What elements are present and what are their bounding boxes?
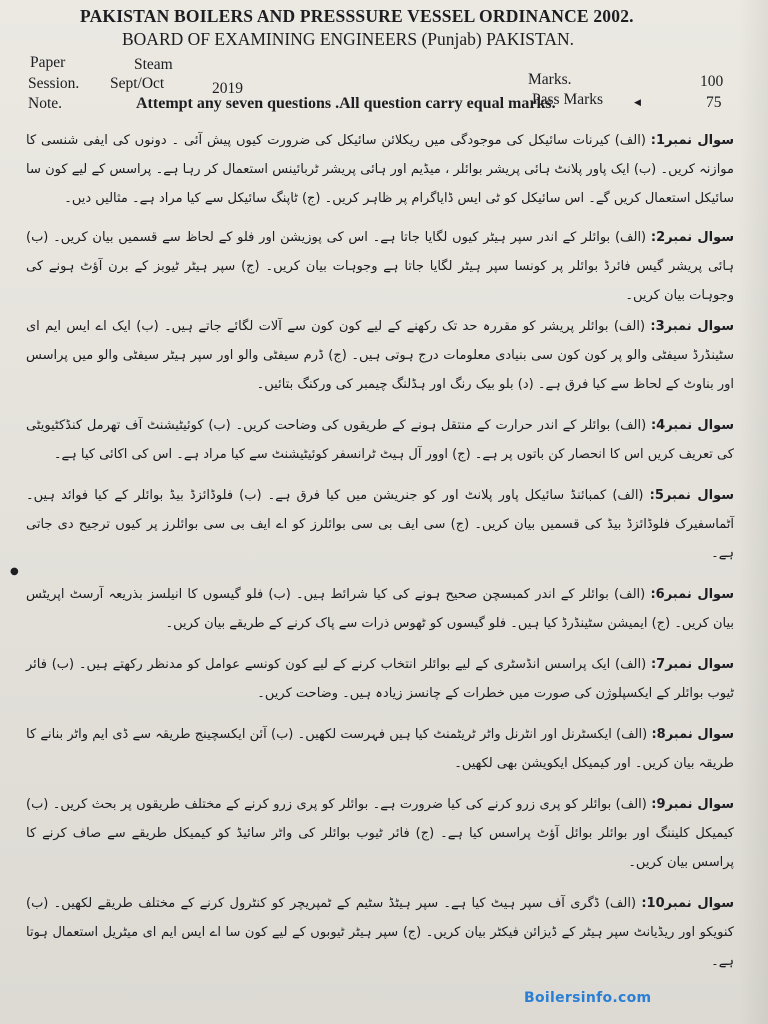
question-text: (الف) ڈگری آف سپر ہیٹ کیا ہے۔ سپر ہیٹڈ سٹیم کے ٹمپریچر کو کنٹرول کرنے کے مختلف طریقے لکھیں۔ (ب) کنویکو اور ریڈیانٹ سپر ہیٹر کے ڈیزائن فیکٹر بیان کریں۔ (ج) سپر ہیٹر ٹیوبوں کے لیے کون سا اے ایس ایم ای میٹریل استعمال ہوتا ہے۔ bbox=[26, 896, 734, 969]
question-9 bbox=[26, 790, 734, 877]
page-shadow bbox=[738, 0, 768, 1024]
question-8 bbox=[26, 720, 734, 778]
question-1 bbox=[26, 126, 734, 213]
arrow-icon: ◀ bbox=[634, 98, 641, 108]
question-text: (الف) ایکسٹرنل اور انٹرنل واٹر ٹریٹمنٹ کیا ہیں فہرست لکھیں۔ (ب) آئن ایکسچینج طریقہ سے ڈی ایم واٹر بنانے کا طریقہ بیان کریں۔ اور کیمیکل ایکویشن بھی لکھیں۔ bbox=[26, 727, 734, 771]
question-2 bbox=[26, 223, 734, 310]
question-5 bbox=[26, 481, 734, 568]
note-label: Note. bbox=[28, 95, 63, 112]
pass-marks-value: 75 bbox=[706, 94, 722, 111]
question-7 bbox=[26, 650, 734, 708]
marks-value: 100 bbox=[700, 73, 724, 90]
question-number: سوال نمبر5: bbox=[649, 488, 735, 503]
question-number: سوال نمبر8: bbox=[651, 727, 734, 742]
margin-dot-icon: ● bbox=[10, 566, 19, 577]
question-number: سوال نمبر7: bbox=[650, 657, 735, 672]
question-text: (الف) کمبائنڈ سائیکل پاور پلانٹ اور کو جنریشن میں کیا فرق ہے۔ (ب) فلوڈائزڈ بیڈ بوائلر کے کیا فوائد ہیں۔ آٹماسفیرک فلوڈائزڈ بیڈ کی قسمیں بیان کریں۔ (ج) سی ایف بی سی بوائلرز کو اے ایف بی سی بوائلرز پر کیوں ترجیح دی جاتی ہے۔ bbox=[26, 488, 734, 561]
question-number: سوال نمبر3: bbox=[650, 319, 735, 334]
session-label: Session. bbox=[28, 75, 80, 92]
question-text: (الف) بوائلر پریشر کو مقررہ حد تک رکھنے کے لیے کون کون سے آلات لگائے جاتے ہیں۔ (ب) ایک اے ایس ایم ای سٹینڈرڈ سیفٹی والو پر کون کون سی بنیادی معلومات درج ہوتی ہیں۔ (ج) ڈرم سیفٹی والو اور سپر ہیٹر سیفٹی والو میں پراسس اور بناوٹ کے لحاظ سے کیا فرق ہے۔ (د) بلو بیک رنگ اور ہڈلنگ چیمبر کی ورکنگ بتائیں۔ bbox=[26, 319, 734, 392]
session-year: 2019 bbox=[212, 80, 243, 97]
ordinance-title: PAKISTAN BOILERS AND PRESSSURE VESSEL ORDINANCE 2002. bbox=[80, 6, 634, 26]
question-number: سوال نمبر1: bbox=[650, 133, 734, 148]
question-text: (الف) کیرنات سائیکل کی موجودگی میں ریکلائن سائیکل کی ضرورت کیوں پیش آئی ۔ دونوں کی ایفی شنسی کا موازنہ کریں۔ (ب) ایک پاور پلانٹ ہائی پریشر بوائلر ، میڈیم اور ہائی پریشر ٹربائینس استعمال کر رہا ہے۔ پراسس کے لیے کون سا سائیکل استعمال کریں گے۔ اس سائیکل کو ٹی ایس ڈایاگرام پر ظاہر کریں۔ (ج) ٹاپنگ سائیکل سے کیا مراد ہے۔ مثالیں دیں۔ bbox=[26, 133, 734, 206]
question-number: سوال نمبر4: bbox=[650, 418, 735, 433]
question-10 bbox=[26, 889, 734, 976]
question-text: (الف) ایک پراسس انڈسٹری کے لیے بوائلر انتخاب کرنے کے لیے کون کونسے عوامل کو مدنظر رکھتے ہیں۔ (ب) فائر ٹیوب بوائلر کے ایکسپلوژن کی صورت میں خطرات کے چانسز زیادہ ہیں۔ وضاحت کریں۔ bbox=[26, 657, 734, 701]
question-number: سوال نمبر6: bbox=[650, 587, 734, 602]
question-text: (الف) بوائلر کے اندر حرارت کے منتقل ہونے کے طریقوں کی وضاحت کریں۔ (ب) کوئیٹیشنٹ آف تھرمل کنڈکٹیویٹی کی تعریف کریں اس کا انحصار کن باتوں پر ہے۔ (ج) اوور آل ہیٹ ٹرانسفر کوئیٹیشنٹ سے کیا مراد ہے۔ اس کی اکائی کیا ہے۔ bbox=[26, 418, 734, 462]
board-title: BOARD OF EXAMINING ENGINEERS (Punjab) PAKISTAN. bbox=[122, 29, 574, 49]
question-4 bbox=[26, 411, 734, 469]
pass-marks-label: Pass Marks bbox=[532, 91, 604, 108]
session-value: Sept/Oct bbox=[110, 75, 165, 92]
question-number: سوال نمبر9: bbox=[651, 797, 735, 812]
marks-label: Marks. bbox=[528, 71, 572, 88]
question-text: (الف) بوائلر کے اندر سپر ہیٹر کیوں لگایا جاتا ہے۔ اس کی پوزیشن اور فلو کے لحاظ سے قسمیں بیان کریں۔ (ب) ہائی پریشر گیس فائرڈ بوائلر پر کونسا سپر ہیٹر لگایا جاتا ہے وجوہات بیان کریں۔ (ج) سپر ہیٹر ٹیوبز کے برن آؤٹ ہونے کی وجوہات بیان کریں۔ bbox=[26, 230, 734, 303]
question-text: (الف) بوائلر کے اندر کمبسچن صحیح ہونے کی کیا شرائط ہیں۔ (ب) فلو گیسوں کا انیلسز بذریعہ آرسٹ اپریٹس بیان کریں۔ (ج) ایمیشن سٹینڈرڈ کیا ہیں۔ فلو گیسوں کو ٹھوس ذرات سے پاک کرنے کے طریقے بیان کریں۔ bbox=[26, 587, 734, 631]
question-number: سوال نمبر2: bbox=[650, 230, 735, 245]
question-list bbox=[26, 126, 734, 976]
paper-value: Steam bbox=[134, 56, 173, 73]
question-3 bbox=[26, 312, 734, 399]
instruction-text: Attempt any seven questions .All question carry equal marks. bbox=[136, 95, 556, 112]
paper-label: Paper bbox=[30, 54, 66, 71]
watermark: Boilersinfo.com bbox=[524, 990, 652, 1006]
question-number: سوال نمبر10: bbox=[641, 896, 734, 911]
question-text: (الف) بوائلر کو پری زرو کرنے کی کیا ضرورت ہے۔ بوائلر کو پری زرو کرنے کے مختلف طریقوں پر بحث کریں۔ (ب) کیمیکل کلیننگ اور بوائلر بوائل آؤٹ پراسس کیا ہے۔ (ج) فائر ٹیوب بوائلر کی واٹر سائیڈ کو کیمیکل طریقے سے صاف کرنے کا پراسس بیان کریں۔ bbox=[26, 797, 734, 870]
question-6 bbox=[26, 580, 734, 638]
